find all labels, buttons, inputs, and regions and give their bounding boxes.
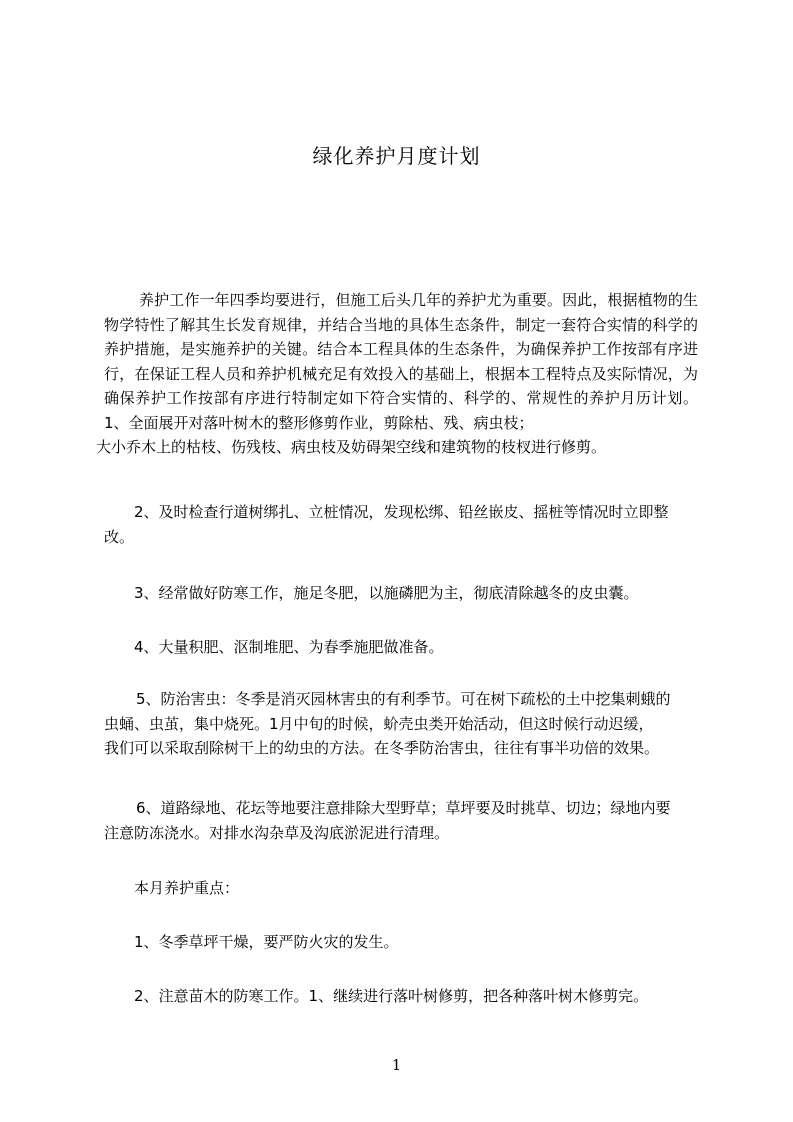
paragraph-item-6-line-1: 6、道路绿地、花坛等地要注意排除大型野草；草坪要及时挑草、切边；绿地内要 <box>136 799 671 817</box>
paragraph-item-5-line-1: 5、防治害虫：冬季是消灭园林害虫的有利季节。可在树下疏松的土中挖集刺蛾的 <box>136 690 671 708</box>
paragraph-item-6-line-2: 注意防冻浇水。对排水沟杂草及沟底淤泥进行清理。 <box>104 823 450 842</box>
focus-item-2: 2、注意苗木的防寒工作。1、继续进行落叶树修剪，把各种落叶树木修剪完。 <box>134 987 649 1005</box>
paragraph-item-3: 3、经常做好防寒工作，施足冬肥，以施磷肥为主，彻底清除越冬的皮虫囊。 <box>134 584 639 602</box>
document-title: 绿化养护月度计划 <box>312 144 481 168</box>
paragraph-intro <box>96 288 698 460</box>
paragraph-item-4: 4、大量积肥、沤制堆肥、为春季施肥做准备。 <box>134 638 444 656</box>
section-heading-monthly-focus: 本月养护重点： <box>134 879 240 897</box>
paragraph-item-2 <box>104 500 698 549</box>
page-number: 1 <box>391 1056 402 1074</box>
paragraph-item-5-line-3: 我们可以采取刮除树干上的幼虫的方法。在冬季防治害虫，往往有事半功倍的效果。 <box>104 739 660 757</box>
paragraph-intro-body: 养护工作一年四季均要进行，但施工后头几年的养护尤为重要。因此，根据植物的生物学特性了解其生长发育规律，并结合当地的具体生态条件，制定一套符合实情的科学的养护措施，是实施养护的关键。结合本工程具体的生态条件，为确保养护工作按部有序进行，在保证工程人员和养护机械充足有效投入的基础上，根据本工程特点及实际情况，为确保养护工作按部有序进行特制定如下符合实情的、科学的、常规性的养护月历计划。1、全面展开对落叶树木的整形修剪作业，剪除枯、残、病虫枝； <box>104 291 698 432</box>
paragraph-item-2-line-1: 2、及时检查行道树绑扎、立桩情况，发现松绑、铅丝嵌皮、摇桩等情况时立即整 <box>134 503 669 521</box>
paragraph-item-2-line-2: 改。 <box>104 527 135 546</box>
paragraph-item-5-line-2: 虫蛹、虫茧，集中烧死。1月中旬的时候，蚧壳虫类开始活动，但这时候行动迟缓， <box>104 714 654 733</box>
focus-item-1: 1、冬季草坪干燥，要严防火灾的发生。 <box>134 933 399 951</box>
paragraph-intro-tail: 大小乔木上的枯枝、伤残枝、病虫枝及妨碍架空线和建筑物的枝杈进行修剪。 <box>96 438 607 456</box>
paragraph-item-5 <box>104 687 698 761</box>
paragraph-item-6 <box>104 796 698 845</box>
